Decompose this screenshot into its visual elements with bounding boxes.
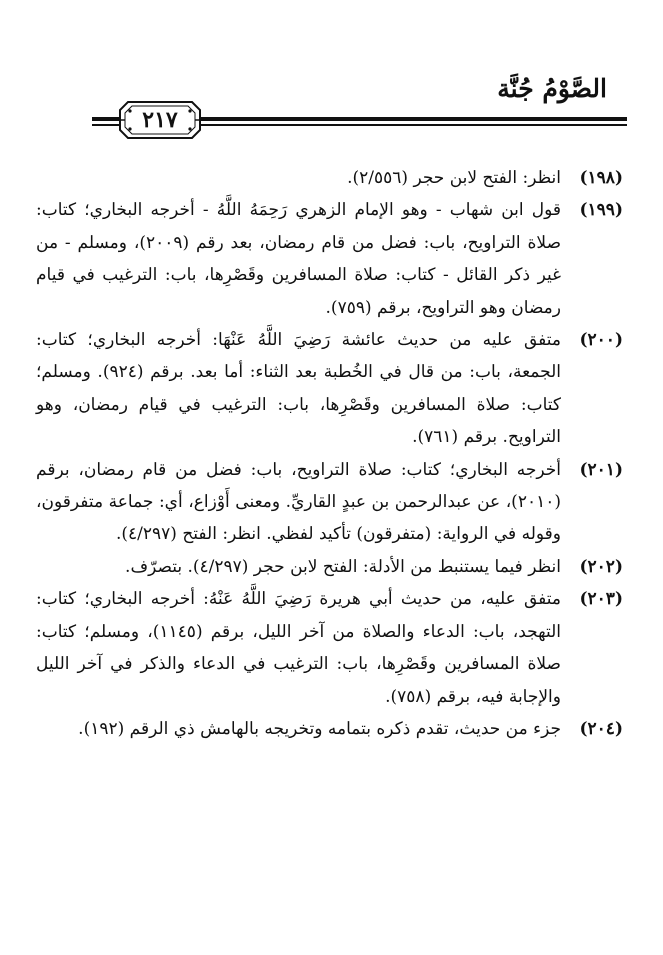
footnote-number: (١٩٩) — [579, 200, 623, 221]
footnote — [36, 551, 623, 583]
header-rule-left-top — [92, 117, 119, 121]
footnote — [36, 583, 623, 713]
footnote-number: (٢٠٣) — [579, 589, 623, 610]
footnote-text: متفق عليه من حديث عائشة رَضِيَ اللَّهُ عَنْهَا: أخرجه البخاري؛ كتاب: الجمعة، باب: من قال في الخُطبة بعد الثناء: أما بعد. برقم (٩٢٤). ومسلم؛ كتاب: صلاة المسافرين وقَصْرِها، باب: الترغيب في قيام رمضان، وهو التراويح. برقم (٧٦١). — [36, 330, 561, 448]
footnote-text: انظر: الفتح لابن حجر (٢/٥٥٦). — [347, 168, 561, 188]
header-rule-right-top — [200, 117, 627, 121]
footnote — [36, 194, 623, 324]
footnote-text: انظر فيما يستنبط من الأدلة: الفتح لابن حجر (٤/٢٩٧). بتصرّف. — [125, 556, 561, 577]
footnote — [36, 713, 623, 745]
footnote-text: جزء من حديث، تقدم ذكره بتمامه وتخريجه بالهامش ذي الرقم (١٩٢). — [78, 718, 561, 739]
footnote-text: قول ابن شهاب - وهو الإمام الزهري رَحِمَهُ اللَّهُ - أخرجه البخاري؛ كتاب: صلاة التراويح، باب: فضل من قام رمضان، بعد رقم (٢٠٠٩)، ومسلم - من غير ذكر القائل - كتاب: صلاة المسافرين وقَصْرِها، باب: الترغيب في قيام رمضان وهو التراويح، برقم (٧٥٩). — [36, 200, 561, 318]
header-rule-left-bottom — [92, 124, 119, 126]
footnote — [36, 162, 623, 194]
footnote — [36, 454, 623, 551]
footnote-number: (٢٠١) — [579, 459, 623, 480]
footnote-number: (١٩٨) — [579, 168, 623, 188]
footnote-number: (٢٠٤) — [579, 718, 623, 739]
page-number: ٢١٧ — [142, 107, 178, 133]
footnote-number: (٢٠٢) — [579, 556, 623, 577]
footnote-text: أخرجه البخاري؛ كتاب: صلاة التراويح، باب: فضل من قام رمضان، برقم (٢٠١٠)، عن عبدالرحمن بن عبدٍ القاريِّ. ومعنى أَوْزاع، أي: جماعة متفرقون، وقوله في الرواية: (متفرقون) تأكيد لفظي. انظر: الفتح (٤/٢٩٧). — [36, 459, 561, 545]
footnotes — [36, 162, 623, 745]
footnote-number: (٢٠٠) — [579, 330, 623, 351]
running-title: الصَّوْمُ جُنَّة — [497, 74, 607, 103]
footnote — [36, 324, 623, 454]
footnote-text: متفق عليه، من حديث أبي هريرة رَضِيَ اللَّهُ عَنْهُ: أخرجه البخاري؛ كتاب: التهجد، باب: الدعاء والصلاة من آخر الليل، برقم (١١٤٥)، ومسلم؛ كتاب: صلاة المسافرين وقَصْرِها، باب: الترغيب في الدعاء والذكر في آخر الليل والإجابة فيه، برقم (٧٥٨). — [36, 589, 562, 707]
header-rule-right-bottom — [200, 124, 627, 126]
